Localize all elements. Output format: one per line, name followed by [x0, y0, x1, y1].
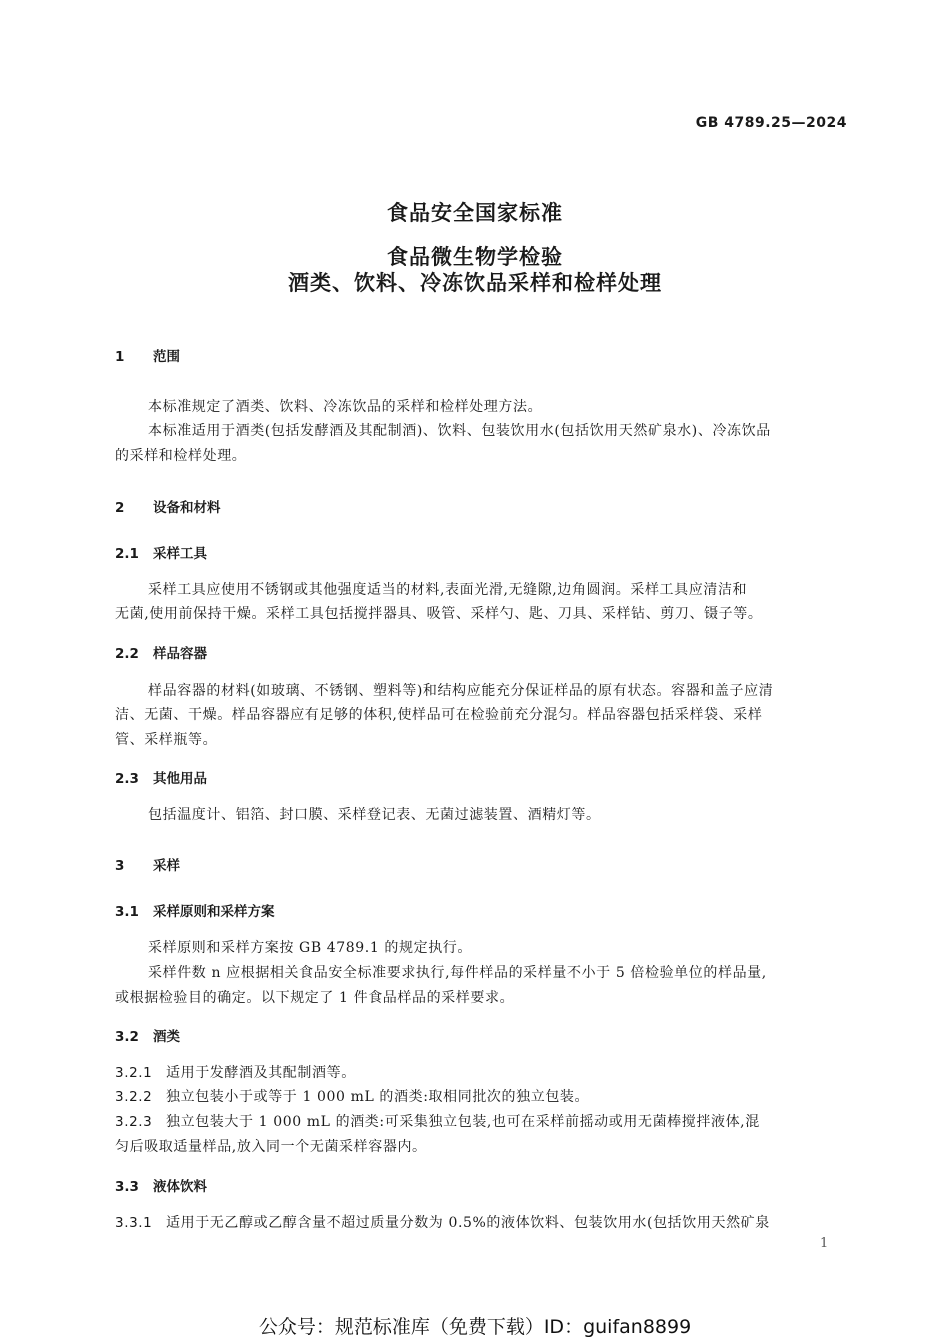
clause-number: 3.2.1 [115, 1065, 153, 1081]
section-3-3-heading [115, 1175, 207, 1195]
section-title: 液体饮料 [153, 1179, 207, 1195]
clause-text: 适用于发酵酒及其配制酒等。 [166, 1065, 356, 1081]
section-title: 采样 [153, 858, 180, 874]
section-number: 3.3 [115, 1179, 139, 1195]
section-number: 3.2 [115, 1029, 139, 1045]
section-number: 3.1 [115, 904, 139, 920]
section-3-1-heading [115, 900, 275, 920]
paragraph: 本标准适用于酒类(包括发酵酒及其配制酒)、饮料、包装饮用水(包括饮用天然矿泉水)、冷冻饮品 [148, 423, 771, 439]
paragraph: 采样原则和采样方案按 GB 4789.1 的规定执行。 [148, 940, 473, 956]
document-subtitle-line2: 酒类、饮料、冷冻饮品采样和检样处理 [288, 271, 662, 295]
clause-text: 独立包装小于或等于 1 000 mL 的酒类:取相同批次的独立包装。 [166, 1089, 590, 1105]
section-title: 采样工具 [153, 546, 207, 562]
clause-number: 3.3.1 [115, 1215, 153, 1231]
clause-number: 3.2.2 [115, 1089, 153, 1105]
paragraph-continuation: 无菌,使用前保持干燥。采样工具包括搅拌器具、吸管、采样勺、匙、刀具、采样钻、剪刀、镊子等。 [115, 606, 763, 622]
paragraph-continuation: 洁、无菌、干燥。样品容器应有足够的体积,使样品可在检验前充分混匀。样品容器包括采样袋、采样 [115, 707, 763, 723]
paragraph: 采样工具应使用不锈钢或其他强度适当的材料,表面光滑,无缝隙,边角圆润。采样工具应清洁和 [148, 582, 748, 598]
section-title: 设备和材料 [153, 500, 221, 516]
page-number: 1 [820, 1236, 829, 1251]
clause-3-2-2 [115, 1086, 589, 1106]
section-number: 1 [115, 349, 125, 365]
section-3-heading [115, 854, 180, 874]
clause-3-3-1 [115, 1212, 770, 1232]
paragraph: 样品容器的材料(如玻璃、不锈钢、塑料等)和结构应能充分保证样品的原有状态。容器和盖子应清 [148, 683, 774, 699]
section-2-heading [115, 496, 221, 516]
section-2-3-heading [115, 767, 207, 787]
paragraph: 包括温度计、铝箔、封口膜、采样登记表、无菌过滤装置、酒精灯等。 [148, 807, 601, 823]
clause-3-2-3 [115, 1111, 760, 1131]
footer-watermark-text: 公众号：规范标准库（免费下载）ID：guifan8899 [258, 1316, 692, 1338]
standard-number: GB 4789.25—2024 [695, 115, 847, 131]
section-title: 其他用品 [153, 771, 207, 787]
section-2-2-heading [115, 642, 207, 662]
section-number: 3 [115, 858, 125, 874]
section-number: 2.2 [115, 646, 139, 662]
paragraph: 本标准规定了酒类、饮料、冷冻饮品的采样和检样处理方法。 [148, 399, 543, 415]
clause-text: 独立包装大于 1 000 mL 的酒类:可采集独立包装,也可在采样前摇动或用无菌棒搅拌液体,混 [166, 1114, 760, 1130]
section-number: 2 [115, 500, 125, 516]
section-1-heading [115, 345, 180, 365]
section-title: 采样原则和采样方案 [153, 904, 275, 920]
clause-number: 3.2.3 [115, 1114, 153, 1130]
section-title: 范围 [153, 349, 180, 365]
section-title: 酒类 [153, 1029, 180, 1045]
clause-text: 适用于无乙醇或乙醇含量不超过质量分数为 0.5%的液体饮料、包装饮用水(包括饮用天然矿泉 [166, 1215, 770, 1231]
clause-3-2-1 [115, 1062, 356, 1082]
section-title: 样品容器 [153, 646, 207, 662]
document-subtitle-line1: 食品微生物学检验 [387, 245, 563, 269]
paragraph-continuation: 或根据检验目的确定。以下规定了 1 件食品样品的采样要求。 [115, 990, 515, 1006]
paragraph-continuation: 的采样和检样处理。 [115, 448, 247, 464]
section-3-2-heading [115, 1025, 180, 1045]
paragraph-continuation: 匀后吸取适量样品,放入同一个无菌采样容器内。 [115, 1139, 427, 1155]
document-title: 食品安全国家标准 [387, 201, 563, 225]
section-number: 2.3 [115, 771, 139, 787]
paragraph: 采样件数 n 应根据相关食品安全标准要求执行,每件样品的采样量不小于 5 倍检验单位的样品量, [148, 965, 767, 981]
section-number: 2.1 [115, 546, 139, 562]
section-2-1-heading [115, 542, 207, 562]
paragraph-continuation: 管、采样瓶等。 [115, 732, 218, 748]
